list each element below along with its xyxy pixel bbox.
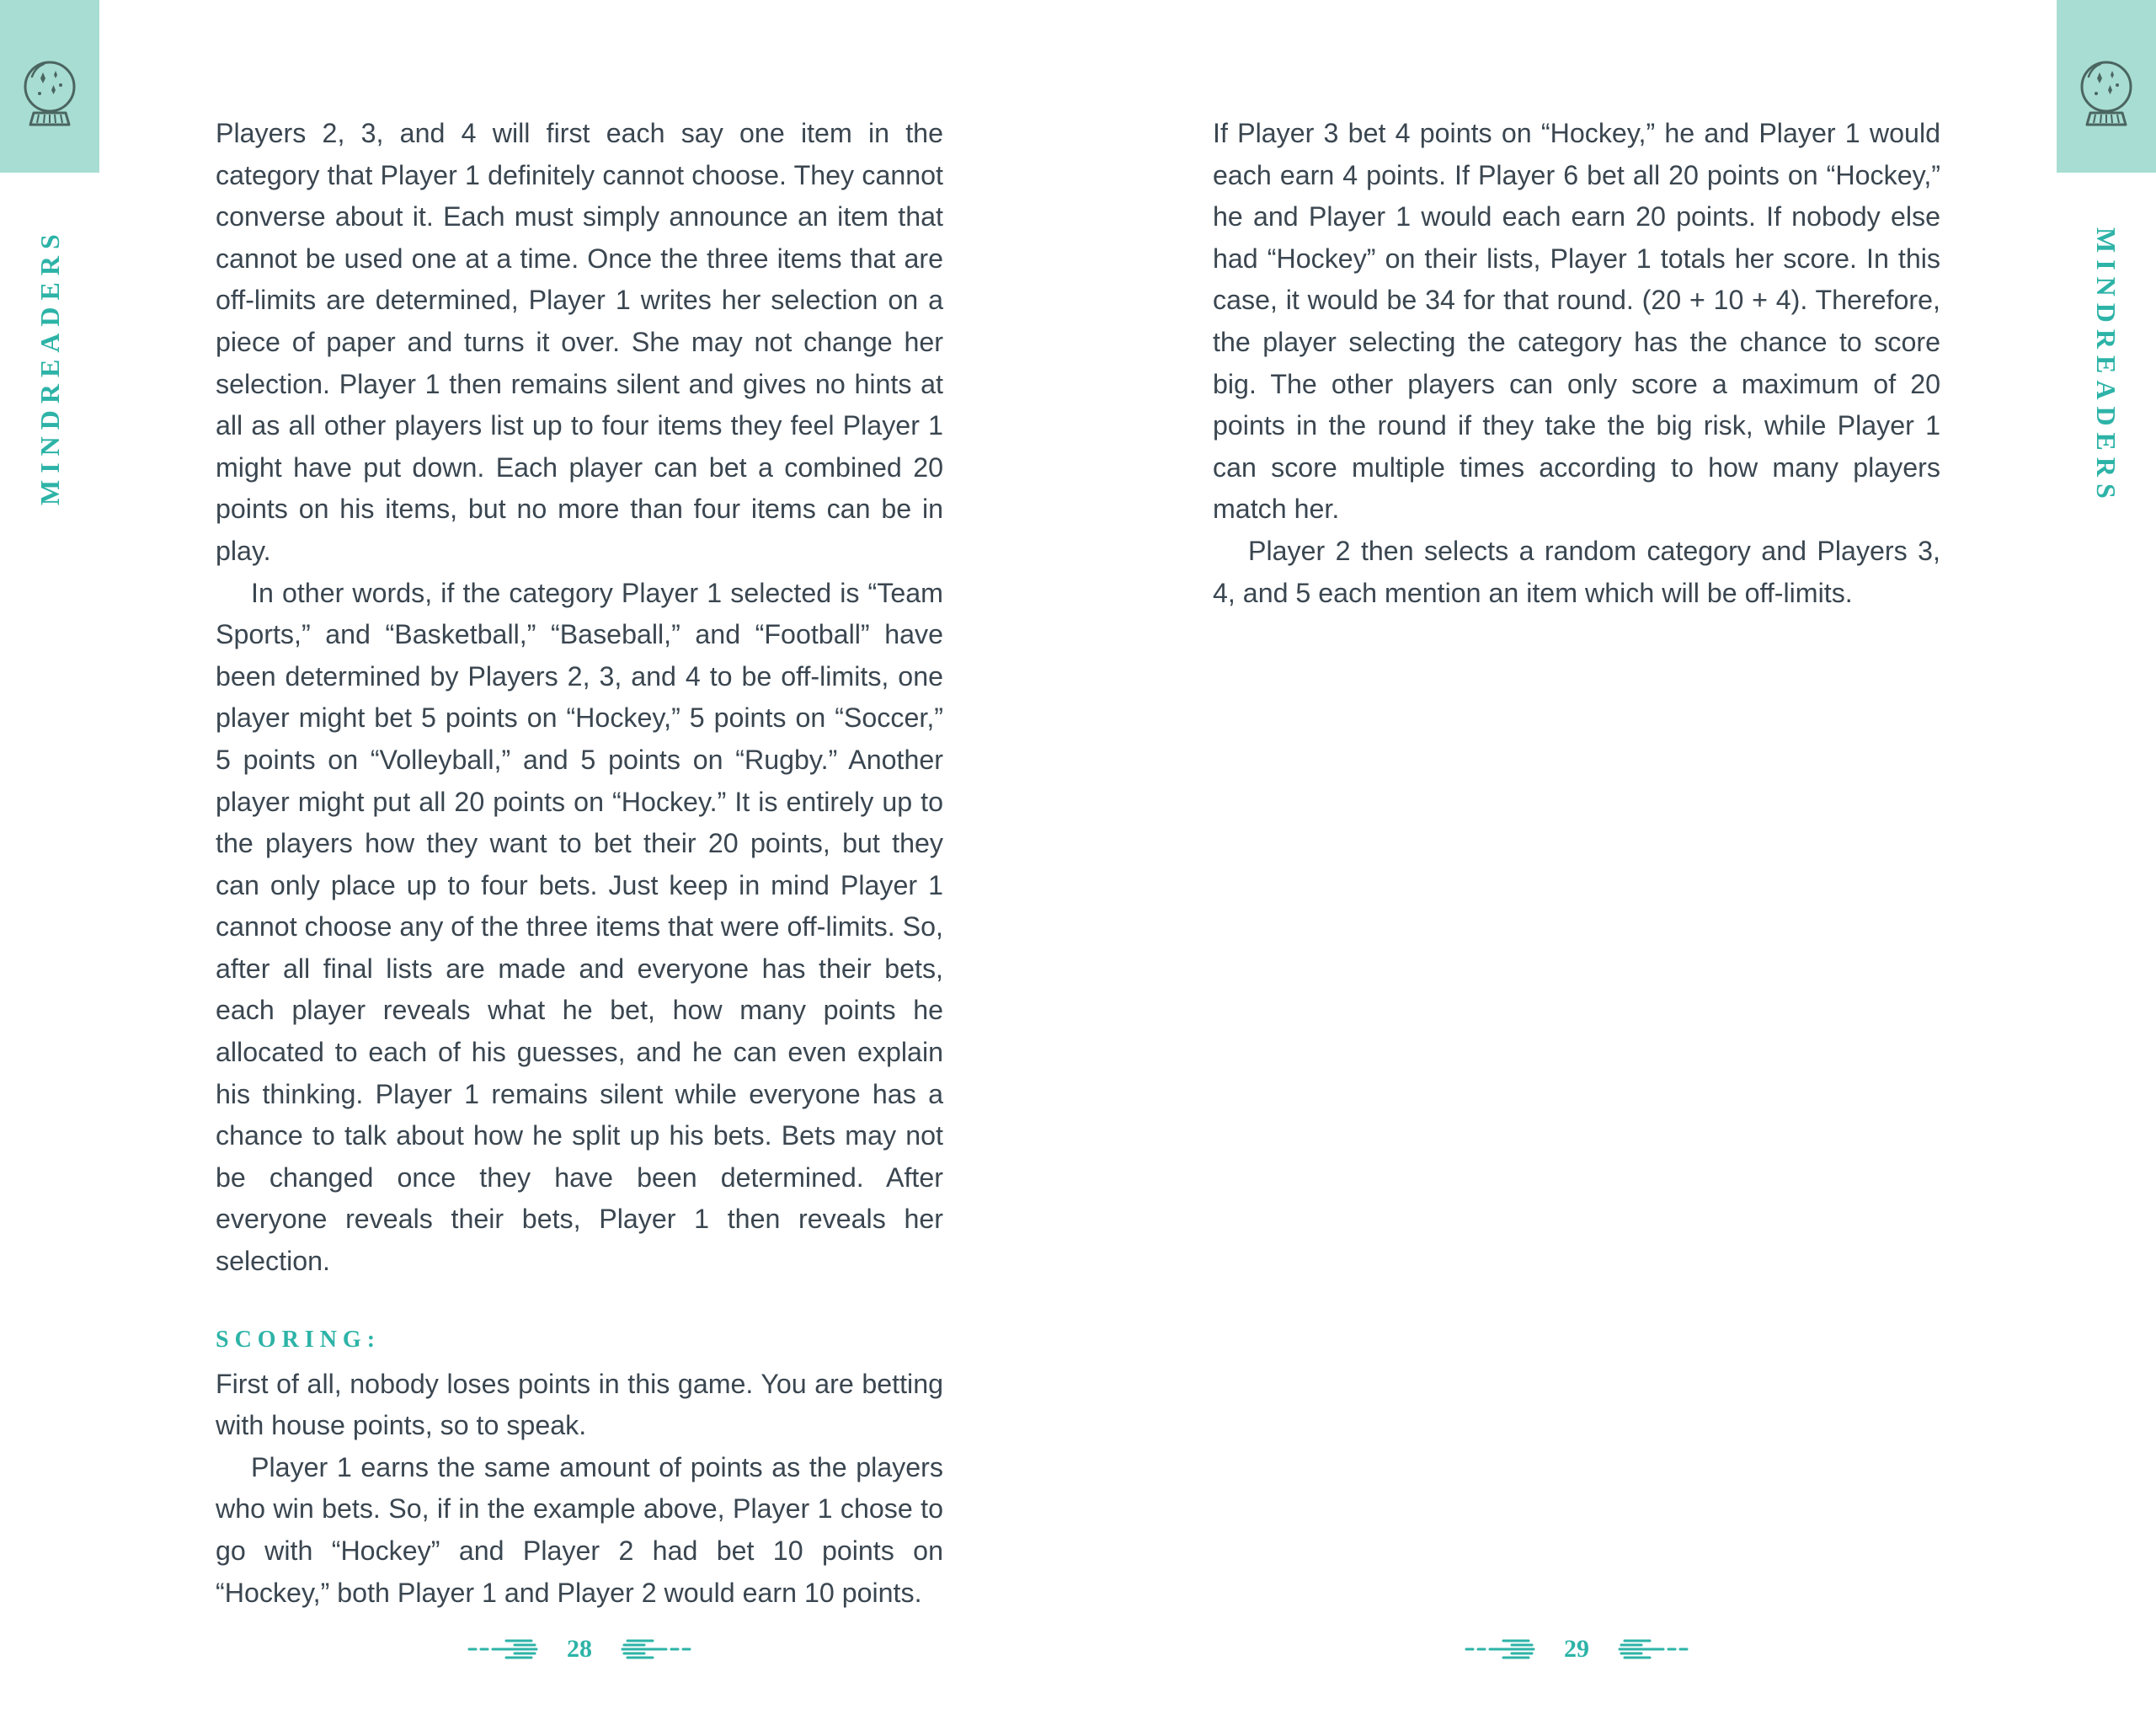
right-page-body bbox=[1213, 113, 1940, 614]
right-page-footer bbox=[1442, 1632, 1711, 1666]
body-paragraph: Player 2 then selects a random category and Players 3, 4, and 5 each mention an item which will be off-limits. bbox=[1213, 535, 1940, 608]
left-page-body bbox=[216, 113, 943, 1614]
left-page-footer bbox=[445, 1632, 714, 1666]
dash-ornament-left-icon bbox=[467, 1632, 538, 1666]
page-number: 28 bbox=[567, 1635, 592, 1663]
body-paragraph: First of all, nobody loses points in this game. You are betting with house points, so to speak. bbox=[216, 1368, 943, 1441]
section-heading: SCORING: bbox=[216, 1326, 382, 1353]
running-title-left: MINDREADERS bbox=[35, 227, 65, 505]
dash-ornament-right-icon bbox=[1618, 1632, 1689, 1666]
body-paragraph: In other words, if the category Player 1 selected is “Team Sports,” and “Basketball,” “Baseball,” and “Football” have been determined by Players 2, 3, and 4 to be off-limits, one player might bet 5 points on “Hockey,” 5 points on “Soccer,” 5 points on “Volleyball,” and 5 points on “Rugby.” Another player might put all 20 points on “Hockey.” It is entirely up to the players how they want to bet their 20 points, but they can only place up to four bets. Just keep in mind Player 1 cannot choose any of the three items that were off-limits. So, after all final lists are made and everyone has their bets, each player reveals what he bet, how many points he allocated to each of his guesses, and he can even explain his thinking. Player 1 remains silent while everyone has a chance to talk about how he split up his bets. Bets may not be changed once they have been determined. After everyone reveals their bets, Player 1 then reveals her selection. bbox=[216, 577, 943, 1277]
page-number: 29 bbox=[1564, 1635, 1589, 1663]
crystal-ball-icon bbox=[2079, 57, 2134, 135]
dash-ornament-left-icon bbox=[1465, 1632, 1535, 1666]
crystal-ball-icon bbox=[22, 57, 77, 135]
body-paragraph: If Player 3 bet 4 points on “Hockey,” he and Player 1 would each earn 4 points. If Player 6 bet all 20 points on “Hockey,” he and Player 1 would each earn 20 points. If nobody else had “Hockey” on their lists, Player 1 totals her score. In this case, it would be 34 for that round. (20 + 10 + 4). Therefore, the player selecting the category has the chance to score big. The other players can only score a maximum of 20 points in the round if they take the big risk, while Player 1 can score multiple times according to how many players match her. bbox=[1213, 118, 1940, 525]
running-title-right: MINDREADERS bbox=[2091, 227, 2121, 505]
body-paragraph: Player 1 earns the same amount of points as the players who win bets. So, if in the example above, Player 1 chose to go with “Hockey” and Player 2 had bet 10 points on “Hockey,” both Player 1 and Player 2 would earn 10 points. bbox=[216, 1451, 943, 1608]
dash-ornament-right-icon bbox=[621, 1632, 691, 1666]
left-thumb-tab bbox=[0, 0, 99, 173]
right-thumb-tab bbox=[2057, 0, 2156, 173]
body-paragraph: Players 2, 3, and 4 will first each say one item in the category that Player 1 definitely cannot choose. They cannot converse about it. Each must simply announce an item that cannot be used one at a time. Once the three items that are off-limits are determined, Player 1 writes her selection on a piece of paper and turns it over. She may not change her selection. Player 1 then remains silent and gives no hints at all as all other players list up to four items they feel Player 1 might have put down. Each player can bet a combined 20 points on his items, but no more than four items can be in play. bbox=[216, 118, 943, 566]
